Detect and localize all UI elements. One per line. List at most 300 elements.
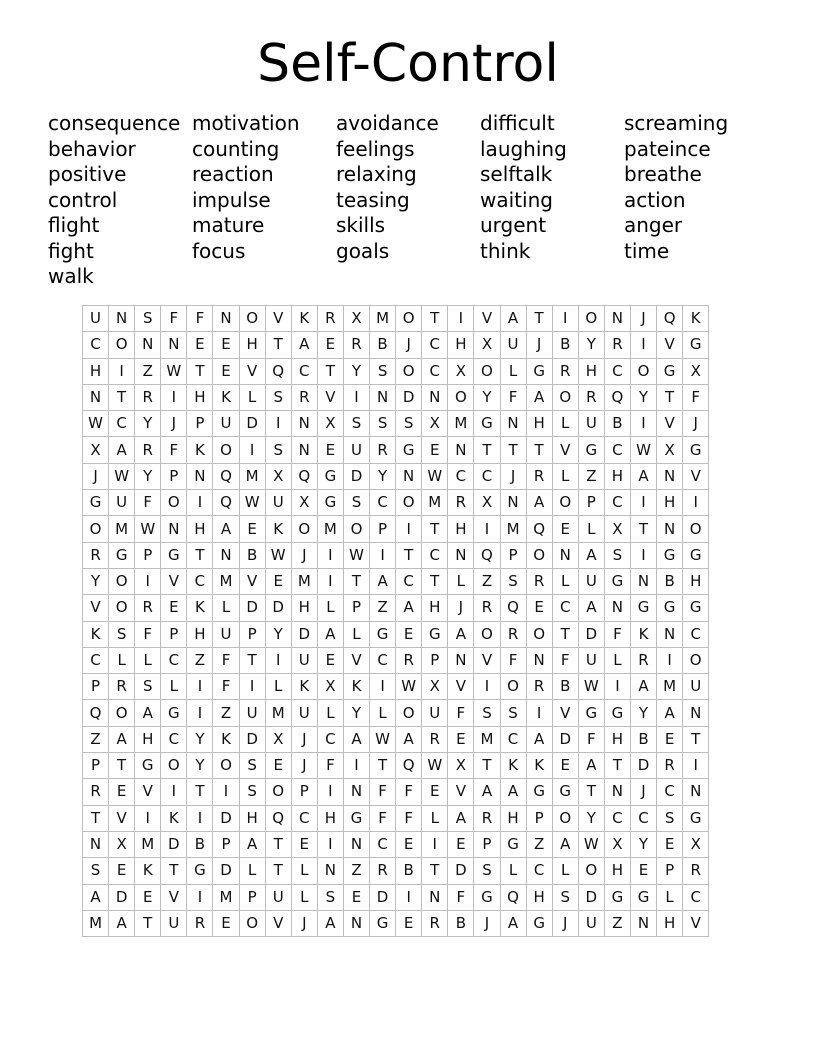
grid-cell: K	[187, 437, 213, 463]
grid-cell: Z	[526, 831, 552, 857]
grid-cell: Q	[83, 700, 109, 726]
word-list-item: breathe	[624, 162, 702, 186]
grid-cell: I	[422, 831, 448, 857]
grid-cell: G	[526, 779, 552, 805]
grid-cell: L	[552, 568, 578, 594]
grid-cell: Z	[213, 700, 239, 726]
word-list-item: screaming	[624, 111, 729, 135]
grid-cell: H	[683, 568, 709, 594]
grid-cell: O	[291, 516, 317, 542]
grid-cell: C	[630, 805, 656, 831]
grid-cell: F	[161, 437, 187, 463]
grid-cell: C	[161, 726, 187, 752]
grid-cell: W	[265, 542, 291, 568]
grid-cell: O	[161, 753, 187, 779]
grid-cell: L	[317, 700, 343, 726]
grid-cell: P	[161, 621, 187, 647]
grid-cell: P	[213, 831, 239, 857]
grid-cell: G	[683, 542, 709, 568]
grid-cell: P	[474, 831, 500, 857]
grid-cell: C	[83, 332, 109, 358]
grid-row	[83, 779, 709, 805]
grid-cell: E	[630, 858, 656, 884]
word-list-item: teasing	[336, 187, 410, 212]
grid-cell: J	[291, 910, 317, 936]
grid-cell: R	[343, 332, 369, 358]
grid-cell: B	[657, 568, 683, 594]
grid-cell: R	[500, 621, 526, 647]
grid-cell: I	[317, 831, 343, 857]
grid-cell: A	[474, 779, 500, 805]
grid-cell: G	[317, 463, 343, 489]
grid-cell: N	[161, 332, 187, 358]
grid-cell: K	[683, 306, 709, 332]
grid-cell: Q	[265, 358, 291, 384]
grid-cell: F	[135, 490, 161, 516]
grid-cell: N	[396, 463, 422, 489]
grid-cell: F	[578, 726, 604, 752]
grid-cell: R	[83, 542, 109, 568]
grid-cell: Z	[578, 463, 604, 489]
grid-cell: S	[317, 884, 343, 910]
grid-cell: W	[422, 753, 448, 779]
grid-cell: R	[683, 858, 709, 884]
grid-cell: W	[422, 463, 448, 489]
grid-cell: X	[317, 674, 343, 700]
grid-cell: K	[187, 595, 213, 621]
grid-cell: S	[474, 700, 500, 726]
grid-cell: O	[578, 306, 604, 332]
grid-cell: J	[552, 910, 578, 936]
grid-cell: I	[343, 753, 369, 779]
grid-cell: X	[343, 306, 369, 332]
grid-cell: L	[370, 700, 396, 726]
grid-cell: N	[291, 437, 317, 463]
grid-cell: H	[187, 516, 213, 542]
grid-cell: O	[396, 490, 422, 516]
grid-cell: L	[135, 647, 161, 673]
grid-cell: V	[135, 779, 161, 805]
grid-cell: S	[370, 411, 396, 437]
grid-cell: A	[317, 621, 343, 647]
grid-cell: P	[83, 753, 109, 779]
grid-cell: L	[552, 463, 578, 489]
grid-row	[83, 490, 709, 516]
grid-cell: W	[578, 674, 604, 700]
grid-cell: G	[683, 595, 709, 621]
grid-cell: Y	[135, 411, 161, 437]
grid-cell: L	[239, 384, 265, 410]
grid-cell: R	[396, 647, 422, 673]
grid-cell: E	[448, 831, 474, 857]
grid-cell: U	[265, 884, 291, 910]
grid-cell: G	[657, 358, 683, 384]
grid-cell: L	[657, 884, 683, 910]
grid-cell: L	[213, 595, 239, 621]
grid-cell: V	[657, 411, 683, 437]
grid-cell: C	[291, 358, 317, 384]
grid-cell: C	[161, 647, 187, 673]
grid-cell: B	[552, 332, 578, 358]
grid-cell: R	[317, 306, 343, 332]
grid-cell: H	[187, 384, 213, 410]
grid-cell: C	[83, 647, 109, 673]
grid-cell: W	[83, 411, 109, 437]
grid-cell: J	[83, 463, 109, 489]
grid-cell: X	[422, 674, 448, 700]
grid-cell: R	[370, 437, 396, 463]
grid-cell: G	[630, 595, 656, 621]
grid-cell: M	[109, 516, 135, 542]
grid-cell: R	[370, 858, 396, 884]
grid-cell: A	[396, 726, 422, 752]
grid-cell: T	[161, 858, 187, 884]
grid-cell: T	[630, 516, 656, 542]
grid-cell: V	[474, 647, 500, 673]
grid-cell: I	[239, 437, 265, 463]
grid-cell: N	[500, 490, 526, 516]
grid-cell: T	[317, 358, 343, 384]
grid-cell: S	[474, 858, 500, 884]
grid-cell: Y	[135, 463, 161, 489]
grid-cell: G	[604, 884, 630, 910]
grid-cell: I	[265, 411, 291, 437]
grid-cell: D	[552, 726, 578, 752]
grid-cell: S	[109, 621, 135, 647]
grid-cell: F	[500, 647, 526, 673]
grid-cell: G	[474, 411, 500, 437]
grid-row	[83, 674, 709, 700]
grid-cell: H	[604, 726, 630, 752]
grid-cell: C	[604, 490, 630, 516]
grid-row	[83, 332, 709, 358]
grid-cell: I	[552, 306, 578, 332]
grid-cell: M	[291, 568, 317, 594]
grid-cell: Z	[343, 858, 369, 884]
grid-cell: K	[135, 858, 161, 884]
grid-cell: S	[396, 411, 422, 437]
grid-cell: A	[526, 384, 552, 410]
grid-cell: K	[83, 621, 109, 647]
grid-cell: D	[239, 726, 265, 752]
grid-cell: N	[448, 542, 474, 568]
grid-cell: O	[448, 384, 474, 410]
grid-cell: H	[317, 805, 343, 831]
grid-cell: J	[683, 411, 709, 437]
grid-cell: I	[448, 306, 474, 332]
grid-cell: I	[630, 332, 656, 358]
grid-cell: X	[683, 358, 709, 384]
grid-cell: I	[370, 542, 396, 568]
grid-cell: I	[317, 542, 343, 568]
word-list-item: selftalk	[480, 162, 553, 186]
grid-cell: H	[657, 910, 683, 936]
grid-cell: E	[239, 516, 265, 542]
grid-cell: V	[448, 779, 474, 805]
grid-cell: B	[396, 858, 422, 884]
grid-cell: H	[83, 358, 109, 384]
grid-cell: H	[187, 621, 213, 647]
grid-cell: E	[657, 726, 683, 752]
word-list-item: counting	[192, 136, 280, 161]
grid-cell: O	[474, 358, 500, 384]
grid-cell: A	[239, 831, 265, 857]
grid-cell: P	[239, 621, 265, 647]
grid-cell: X	[448, 358, 474, 384]
grid-cell: I	[161, 779, 187, 805]
grid-cell: R	[526, 463, 552, 489]
grid-cell: G	[343, 805, 369, 831]
grid-cell: J	[630, 779, 656, 805]
grid-cell: A	[448, 621, 474, 647]
grid-cell: I	[187, 805, 213, 831]
grid-cell: G	[526, 910, 552, 936]
grid-cell: M	[500, 516, 526, 542]
grid-cell: X	[604, 831, 630, 857]
grid-cell: C	[396, 568, 422, 594]
grid-cell: V	[109, 805, 135, 831]
grid-cell: I	[604, 674, 630, 700]
grid-cell: H	[578, 358, 604, 384]
grid-cell: N	[683, 700, 709, 726]
grid-cell: D	[343, 463, 369, 489]
grid-cell: C	[683, 621, 709, 647]
word-search-grid	[82, 305, 709, 937]
grid-cell: R	[109, 674, 135, 700]
grid-cell: V	[683, 463, 709, 489]
grid-cell: C	[370, 490, 396, 516]
grid-cell: F	[213, 674, 239, 700]
grid-cell: A	[526, 490, 552, 516]
grid-cell: H	[135, 726, 161, 752]
grid-cell: Y	[630, 700, 656, 726]
grid-cell: S	[552, 884, 578, 910]
grid-cell: Y	[343, 700, 369, 726]
word-list-item: avoidance	[336, 111, 439, 135]
grid-cell: X	[83, 437, 109, 463]
grid-cell: T	[526, 437, 552, 463]
grid-cell: R	[135, 384, 161, 410]
grid-cell: T	[526, 306, 552, 332]
grid-cell: S	[500, 568, 526, 594]
grid-cell: T	[578, 779, 604, 805]
grid-cell: O	[265, 779, 291, 805]
grid-row	[83, 516, 709, 542]
grid-cell: W	[135, 516, 161, 542]
grid-cell: G	[370, 910, 396, 936]
grid-cell: N	[213, 542, 239, 568]
grid-cell: R	[657, 753, 683, 779]
word-list-item: skills	[336, 213, 386, 237]
grid-cell: R	[474, 805, 500, 831]
grid-cell: D	[578, 621, 604, 647]
grid-cell: A	[396, 595, 422, 621]
grid-cell: E	[552, 753, 578, 779]
grid-cell: O	[109, 568, 135, 594]
grid-cell: O	[396, 700, 422, 726]
grid-cell: R	[135, 437, 161, 463]
grid-cell: Y	[187, 753, 213, 779]
grid-cell: W	[630, 437, 656, 463]
grid-cell: Q	[291, 463, 317, 489]
grid-cell: U	[500, 332, 526, 358]
grid-cell: D	[239, 595, 265, 621]
grid-cell: X	[657, 437, 683, 463]
grid-cell: J	[630, 306, 656, 332]
grid-cell: H	[291, 595, 317, 621]
grid-cell: E	[109, 858, 135, 884]
grid-cell: E	[343, 884, 369, 910]
grid-cell: N	[83, 831, 109, 857]
grid-cell: A	[578, 595, 604, 621]
grid-cell: F	[213, 647, 239, 673]
grid-cell: N	[135, 332, 161, 358]
grid-cell: D	[109, 884, 135, 910]
grid-cell: S	[500, 700, 526, 726]
grid-cell: J	[396, 332, 422, 358]
word-list-item: action	[624, 187, 686, 212]
grid-cell: T	[422, 306, 448, 332]
grid-cell: N	[526, 647, 552, 673]
grid-cell: P	[343, 595, 369, 621]
grid-cell: O	[683, 647, 709, 673]
word-list-item: laughing	[480, 136, 567, 161]
grid-cell: I	[683, 490, 709, 516]
grid-cell: G	[396, 437, 422, 463]
grid-cell: S	[135, 306, 161, 332]
grid-row	[83, 437, 709, 463]
grid-cell: S	[239, 779, 265, 805]
grid-cell: G	[83, 490, 109, 516]
grid-cell: P	[526, 805, 552, 831]
grid-cell: L	[317, 595, 343, 621]
word-list-item: control	[48, 187, 118, 212]
grid-cell: N	[630, 568, 656, 594]
grid-cell: L	[239, 858, 265, 884]
grid-cell: C	[683, 884, 709, 910]
grid-cell: N	[657, 621, 683, 647]
grid-cell: Q	[500, 595, 526, 621]
grid-cell: E	[552, 516, 578, 542]
grid-cell: I	[396, 516, 422, 542]
grid-cell: K	[265, 516, 291, 542]
grid-row	[83, 858, 709, 884]
grid-cell: T	[265, 858, 291, 884]
grid-cell: T	[265, 831, 291, 857]
grid-cell: N	[422, 884, 448, 910]
grid-cell: O	[578, 858, 604, 884]
grid-cell: O	[109, 700, 135, 726]
grid-cell: Q	[213, 463, 239, 489]
grid-cell: K	[291, 674, 317, 700]
grid-cell: A	[500, 910, 526, 936]
grid-cell: R	[526, 568, 552, 594]
grid-cell: E	[109, 779, 135, 805]
grid-cell: N	[213, 306, 239, 332]
grid-cell: G	[161, 542, 187, 568]
grid-cell: C	[604, 805, 630, 831]
grid-cell: P	[161, 463, 187, 489]
grid-cell: C	[604, 437, 630, 463]
grid-cell: I	[317, 568, 343, 594]
grid-cell: P	[500, 542, 526, 568]
grid-cell: Z	[187, 647, 213, 673]
grid-cell: I	[657, 647, 683, 673]
grid-cell: T	[187, 358, 213, 384]
grid-cell: S	[657, 805, 683, 831]
word-list-item: consequence	[48, 111, 181, 135]
grid-cell: V	[317, 384, 343, 410]
grid-cell: O	[552, 490, 578, 516]
grid-cell: M	[657, 674, 683, 700]
grid-cell: G	[474, 884, 500, 910]
grid-cell: N	[109, 306, 135, 332]
grid-cell: L	[291, 858, 317, 884]
grid-cell: A	[135, 700, 161, 726]
word-list-item: fight	[48, 238, 94, 263]
grid-cell: F	[683, 384, 709, 410]
grid-cell: M	[135, 831, 161, 857]
grid-cell: O	[343, 516, 369, 542]
grid-cell: B	[187, 831, 213, 857]
grid-cell: J	[291, 542, 317, 568]
grid-cell: E	[187, 332, 213, 358]
grid-cell: Y	[578, 332, 604, 358]
grid-cell: H	[604, 858, 630, 884]
grid-cell: M	[317, 516, 343, 542]
grid-cell: E	[161, 595, 187, 621]
grid-cell: X	[265, 463, 291, 489]
grid-cell: Z	[604, 910, 630, 936]
grid-cell: Q	[265, 805, 291, 831]
grid-cell: U	[213, 621, 239, 647]
grid-cell: Y	[474, 384, 500, 410]
grid-cell: L	[343, 621, 369, 647]
grid-cell: Y	[370, 463, 396, 489]
grid-cell: S	[265, 437, 291, 463]
grid-cell: B	[370, 332, 396, 358]
grid-cell: I	[187, 490, 213, 516]
word-list-item: flight	[48, 213, 100, 237]
grid-cell: A	[291, 332, 317, 358]
grid-cell: K	[526, 753, 552, 779]
grid-cell: I	[474, 674, 500, 700]
grid-row	[83, 700, 709, 726]
grid-cell: T	[265, 332, 291, 358]
grid-cell: V	[239, 358, 265, 384]
grid-row	[83, 411, 709, 437]
grid-cell: O	[500, 674, 526, 700]
grid-row	[83, 358, 709, 384]
grid-cell: W	[396, 674, 422, 700]
grid-cell: Z	[83, 726, 109, 752]
grid-cell: N	[657, 463, 683, 489]
word-list-item: pateince	[624, 136, 711, 161]
grid-cell: P	[239, 884, 265, 910]
grid-cell: G	[604, 568, 630, 594]
grid-cell: E	[291, 831, 317, 857]
grid-cell: O	[683, 516, 709, 542]
grid-cell: S	[83, 858, 109, 884]
grid-cell: G	[526, 358, 552, 384]
grid-cell: E	[422, 437, 448, 463]
grid-cell: U	[239, 700, 265, 726]
grid-cell: Q	[526, 516, 552, 542]
grid-cell: S	[370, 358, 396, 384]
grid-cell: D	[578, 884, 604, 910]
grid-cell: U	[265, 490, 291, 516]
grid-cell: O	[161, 490, 187, 516]
